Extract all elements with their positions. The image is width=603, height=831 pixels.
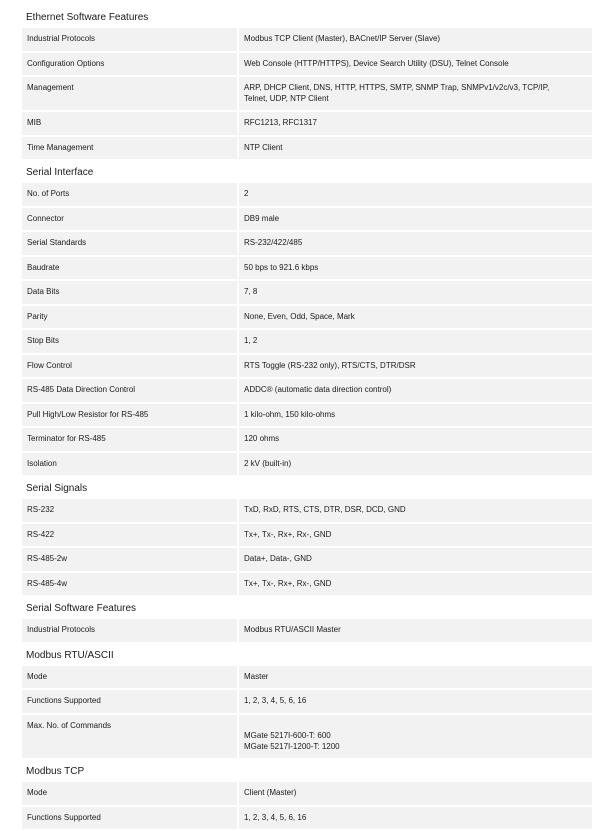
spec-value-line: MGate 5217I-600-T: 600 bbox=[244, 731, 587, 742]
spec-value-line: 7, 8 bbox=[244, 287, 587, 298]
spec-value bbox=[239, 112, 592, 135]
spec-row bbox=[22, 666, 592, 691]
spec-row bbox=[22, 137, 592, 162]
spec-label: Connector bbox=[22, 208, 239, 231]
spec-row bbox=[22, 112, 592, 137]
spec-row bbox=[22, 53, 592, 78]
spec-label: MIB bbox=[22, 112, 239, 135]
spec-row bbox=[22, 404, 592, 429]
spec-value-line: 1, 2, 3, 4, 5, 6, 16 bbox=[244, 696, 587, 707]
spec-label: Serial Standards bbox=[22, 232, 239, 255]
spec-row bbox=[22, 330, 592, 355]
spec-row bbox=[22, 428, 592, 453]
spec-row bbox=[22, 28, 592, 53]
spec-row bbox=[22, 208, 592, 233]
spec-label: Pull High/Low Resistor for RS-485 bbox=[22, 404, 239, 427]
spec-row bbox=[22, 355, 592, 380]
spec-value-line: 2 kV (built-in) bbox=[244, 459, 587, 470]
spec-value bbox=[239, 573, 592, 596]
spec-value-line: Master bbox=[244, 672, 587, 683]
spec-value bbox=[239, 208, 592, 231]
spec-row bbox=[22, 524, 592, 549]
spec-value-line: MGate 5217I-1200-T: 1200 bbox=[244, 742, 587, 753]
section-title: Serial Software Features bbox=[22, 597, 592, 619]
spec-value bbox=[239, 281, 592, 304]
spec-value-line: 1, 2, 3, 4, 5, 6, 16 bbox=[244, 813, 587, 824]
spec-label: RS-485-2w bbox=[22, 548, 239, 571]
spec-label: Time Management bbox=[22, 137, 239, 160]
spec-value-line: Data+, Data-, GND bbox=[244, 554, 587, 565]
spec-value-line: RFC1213, RFC1317 bbox=[244, 118, 587, 129]
spec-value bbox=[239, 77, 592, 110]
section-title: Serial Signals bbox=[22, 477, 592, 499]
spec-label: Industrial Protocols bbox=[22, 619, 239, 642]
spec-row bbox=[22, 690, 592, 715]
spec-value bbox=[239, 330, 592, 353]
spec-row bbox=[22, 183, 592, 208]
spec-label: RS-232 bbox=[22, 499, 239, 522]
spec-row bbox=[22, 281, 592, 306]
spec-row bbox=[22, 306, 592, 331]
spec-value-line: ARP, DHCP Client, DNS, HTTP, HTTPS, SMTP, SNMP Trap, SNMPv1/v2c/v3, TCP/IP, bbox=[244, 83, 587, 94]
spec-label: Baudrate bbox=[22, 257, 239, 280]
spec-value bbox=[239, 715, 592, 759]
section-title: Ethernet Software Features bbox=[22, 6, 592, 28]
spec-value bbox=[239, 666, 592, 689]
spec-value bbox=[239, 355, 592, 378]
spec-value bbox=[239, 524, 592, 547]
spec-value bbox=[239, 183, 592, 206]
spec-label: Flow Control bbox=[22, 355, 239, 378]
spec-row bbox=[22, 573, 592, 598]
spec-value-line: Modbus RTU/ASCII Master bbox=[244, 625, 587, 636]
spec-row bbox=[22, 77, 592, 112]
spec-label: Terminator for RS-485 bbox=[22, 428, 239, 451]
spec-label: Functions Supported bbox=[22, 690, 239, 713]
spec-row bbox=[22, 715, 592, 761]
spec-label: Max. No. of Commands bbox=[22, 715, 239, 759]
spec-row bbox=[22, 499, 592, 524]
spec-value-line: 1 kilo-ohm, 150 kilo-ohms bbox=[244, 410, 587, 421]
spec-value bbox=[239, 137, 592, 160]
spec-label: Isolation bbox=[22, 453, 239, 476]
spec-value bbox=[239, 53, 592, 76]
spec-value-line: TxD, RxD, RTS, CTS, DTR, DSR, DCD, GND bbox=[244, 505, 587, 516]
spec-row bbox=[22, 619, 592, 644]
spec-row bbox=[22, 232, 592, 257]
spec-row bbox=[22, 257, 592, 282]
section-title: Modbus TCP bbox=[22, 760, 592, 782]
spec-value-line: DB9 male bbox=[244, 214, 587, 225]
spec-label: RS-422 bbox=[22, 524, 239, 547]
spec-value bbox=[239, 404, 592, 427]
spec-value bbox=[239, 499, 592, 522]
spec-value-line: RS-232/422/485 bbox=[244, 238, 587, 249]
spec-value-line: ADDC® (automatic data direction control) bbox=[244, 385, 587, 396]
spec-value-line: 120 ohms bbox=[244, 434, 587, 445]
spec-value-line: Telnet, UDP, NTP Client bbox=[244, 94, 587, 105]
spec-value bbox=[239, 232, 592, 255]
spec-value bbox=[239, 690, 592, 713]
spec-value-line: Web Console (HTTP/HTTPS), Device Search Utility (DSU), Telnet Console bbox=[244, 59, 587, 70]
spec-value bbox=[239, 428, 592, 451]
spec-value bbox=[239, 306, 592, 329]
spec-label: RS-485-4w bbox=[22, 573, 239, 596]
spec-value-line: 1, 2 bbox=[244, 336, 587, 347]
section-title: Serial Interface bbox=[22, 161, 592, 183]
spec-value bbox=[239, 807, 592, 830]
spec-label: Management bbox=[22, 77, 239, 110]
spec-label: Mode bbox=[22, 666, 239, 689]
spec-value-line: 50 bps to 921.6 kbps bbox=[244, 263, 587, 274]
spec-value-line: Tx+, Tx-, Rx+, Rx-, GND bbox=[244, 579, 587, 590]
spec-label: Configuration Options bbox=[22, 53, 239, 76]
spec-value bbox=[239, 257, 592, 280]
spec-row bbox=[22, 453, 592, 478]
spec-row bbox=[22, 379, 592, 404]
spec-value-line: RTS Toggle (RS-232 only), RTS/CTS, DTR/DSR bbox=[244, 361, 587, 372]
spec-value bbox=[239, 548, 592, 571]
spec-row bbox=[22, 782, 592, 807]
spec-value-line: Client (Master) bbox=[244, 788, 587, 799]
spec-label: Parity bbox=[22, 306, 239, 329]
spec-value bbox=[239, 453, 592, 476]
spec-label: Industrial Protocols bbox=[22, 28, 239, 51]
spec-value bbox=[239, 782, 592, 805]
spec-label: No. of Ports bbox=[22, 183, 239, 206]
spec-label: Mode bbox=[22, 782, 239, 805]
spec-value-line: NTP Client bbox=[244, 143, 587, 154]
spec-label: Functions Supported bbox=[22, 807, 239, 830]
spec-label: Stop Bits bbox=[22, 330, 239, 353]
spec-label: Data Bits bbox=[22, 281, 239, 304]
section-title: Modbus RTU/ASCII bbox=[22, 644, 592, 666]
spec-value-line bbox=[244, 721, 587, 732]
spec-label: RS-485 Data Direction Control bbox=[22, 379, 239, 402]
spec-value-line: None, Even, Odd, Space, Mark bbox=[244, 312, 587, 323]
spec-table bbox=[22, 6, 592, 831]
spec-value bbox=[239, 379, 592, 402]
spec-value bbox=[239, 28, 592, 51]
spec-value-line: 2 bbox=[244, 189, 587, 200]
spec-value-line: Modbus TCP Client (Master), BACnet/IP Server (Slave) bbox=[244, 34, 587, 45]
spec-value bbox=[239, 619, 592, 642]
spec-value-line: Tx+, Tx-, Rx+, Rx-, GND bbox=[244, 530, 587, 541]
spec-row bbox=[22, 807, 592, 831]
spec-row bbox=[22, 548, 592, 573]
